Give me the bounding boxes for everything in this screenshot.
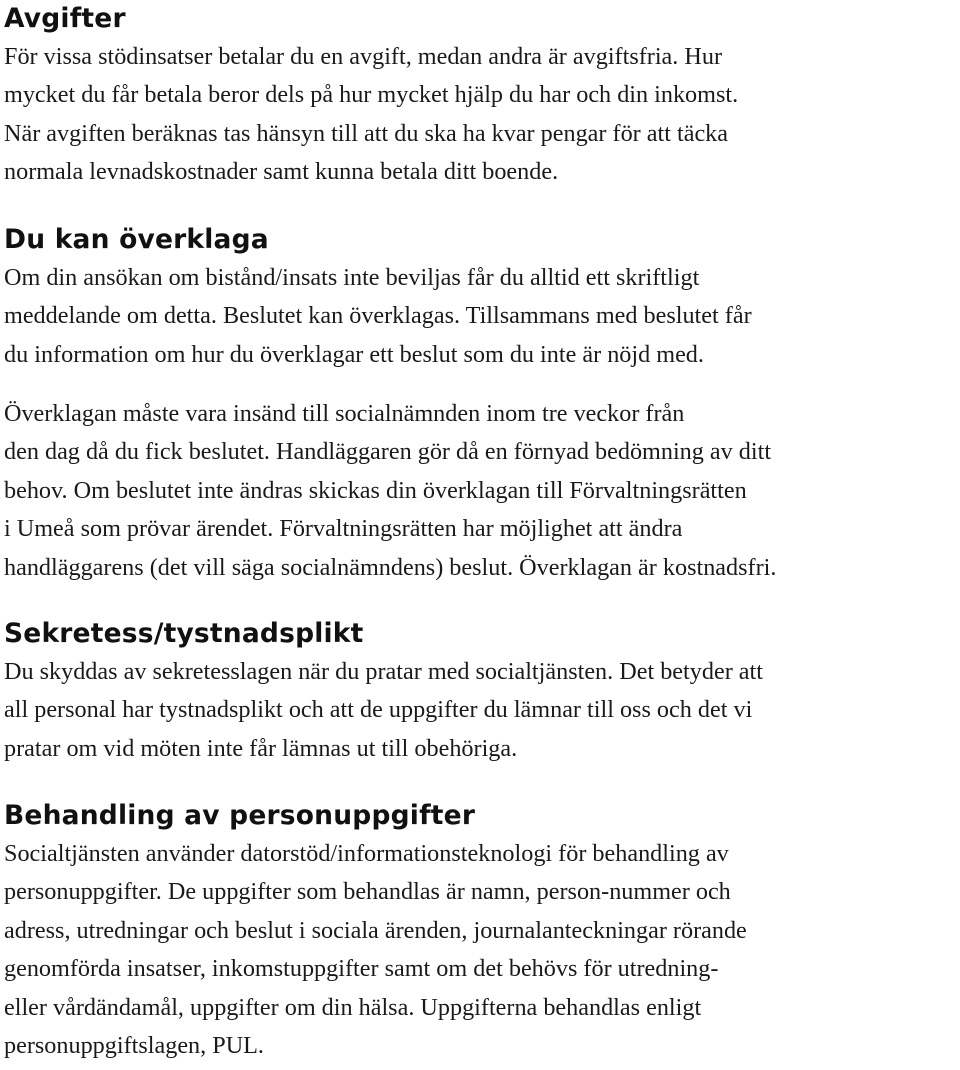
text-line: personuppgiftslagen, PUL. bbox=[4, 1032, 264, 1060]
section-personuppgifter bbox=[4, 797, 747, 1065]
text-line: pratar om vid möten inte får lämnas ut till obehöriga. bbox=[4, 734, 518, 762]
text-line: När avgiften beräknas tas hänsyn till att du ska ha kvar pengar för att täcka bbox=[4, 119, 729, 147]
text-line: personuppgifter. De uppgifter som behandlas är namn, person-nummer och bbox=[4, 878, 731, 906]
text-line: genomförda insatser, inkomstuppgifter samt om det behövs för utredning- bbox=[4, 955, 719, 983]
paragraph-avgifter bbox=[4, 38, 738, 192]
text-line: Socialtjänsten använder datorstöd/informationsteknologi för behandling av bbox=[4, 840, 729, 867]
text-line: all personal har tystnadsplikt och att de uppgifter du lämnar till oss och det vi bbox=[4, 696, 753, 724]
text-line: handläggarens (det vill säga socialnämndens) beslut. Överklagan är kostnadsfri. bbox=[4, 553, 777, 581]
text-line: behov. Om beslutet inte ändras skickas din överklagan till Förvaltningsrätten bbox=[4, 476, 747, 504]
section-overklaga-continued bbox=[4, 395, 776, 587]
paragraph-overklaga-2 bbox=[4, 395, 776, 587]
paragraph-sekretess bbox=[4, 653, 763, 768]
section-heading-overklaga: Du kan överklaga bbox=[4, 224, 269, 255]
text-line: i Umeå som prövar ärendet. Förvaltningsrätten har möjlighet att ändra bbox=[4, 515, 683, 543]
paragraph-overklaga-1 bbox=[4, 259, 752, 374]
text-line: eller vårdändamål, uppgifter om din hälsa. Uppgifterna behandlas enligt bbox=[4, 993, 702, 1021]
section-heading-avgifter: Avgifter bbox=[4, 3, 126, 34]
paragraph-personuppgifter bbox=[4, 835, 747, 1065]
section-overklaga bbox=[4, 221, 752, 374]
section-heading-personuppgifter: Behandling av personuppgifter bbox=[4, 800, 476, 831]
text-line: meddelande om detta. Beslutet kan överklagas. Tillsammans med beslutet får bbox=[4, 302, 752, 330]
text-line: normala levnadskostnader samt kunna betala ditt boende. bbox=[4, 158, 559, 186]
section-heading-sekretess: Sekretess/tystnadsplikt bbox=[4, 618, 364, 649]
section-avgifter bbox=[4, 0, 738, 192]
text-line: Om din ansökan om bistånd/insats inte beviljas får du alltid ett skriftligt bbox=[4, 264, 700, 291]
text-line: För vissa stödinsatser betalar du en avgift, medan andra är avgiftsfria. Hur bbox=[4, 43, 723, 70]
text-line: Överklagan måste vara insänd till socialnämnden inom tre veckor från bbox=[4, 400, 685, 427]
text-line: den dag då du fick beslutet. Handläggaren gör då en förnyad bedömning av ditt bbox=[4, 438, 772, 466]
text-line: adress, utredningar och beslut i sociala ärenden, journalanteckningar rörande bbox=[4, 916, 747, 944]
section-sekretess bbox=[4, 615, 763, 768]
text-line: mycket du får betala beror dels på hur mycket hjälp du har och din inkomst. bbox=[4, 81, 739, 109]
text-line: du information om hur du överklagar ett beslut som du inte är nöjd med. bbox=[4, 340, 704, 368]
text-line: Du skyddas av sekretesslagen när du pratar med socialtjänsten. Det betyder att bbox=[4, 658, 763, 685]
